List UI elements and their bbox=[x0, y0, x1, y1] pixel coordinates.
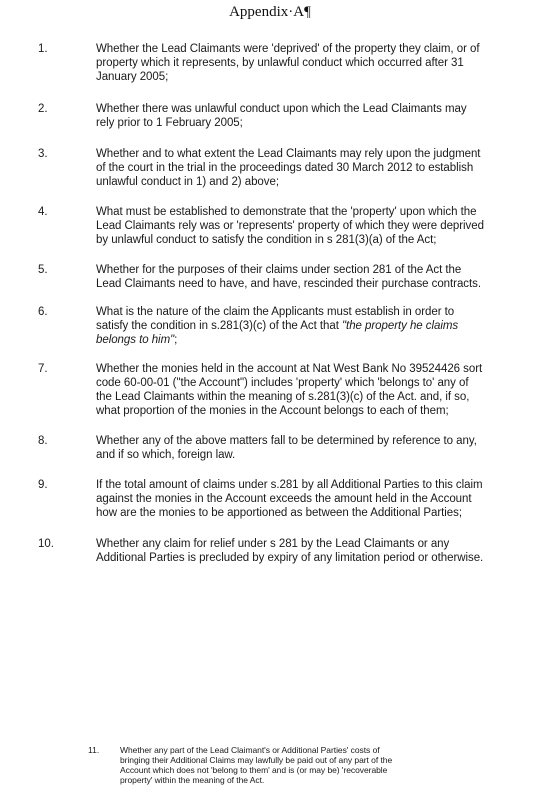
item-text: Whether there was unlawful conduct upon which the Lead Claimants may rely prior to 1 February 2005; bbox=[96, 103, 467, 129]
item-number: 8. bbox=[38, 435, 48, 447]
item-text: Whether for the purposes of their claims under section 281 of the Act the Lead Claimants need to have, and have, rescinded their purchase contracts. bbox=[96, 264, 481, 290]
item-number: 5. bbox=[38, 264, 48, 276]
item-text: Whether and to what extent the Lead Claimants may rely upon the judgment of the court in the trial in the proceedings dated 30 March 2012 to establish unlawful conduct in 1) and 2) above; bbox=[96, 148, 481, 188]
item-text: Whether any of the above matters fall to be determined by reference to any, and if so which, foreign law. bbox=[96, 435, 477, 461]
item-number: 1. bbox=[38, 43, 48, 55]
item-number: 7. bbox=[38, 363, 48, 375]
item-number: 11. bbox=[88, 745, 100, 755]
item-number: 9. bbox=[38, 479, 48, 491]
item-number: 3. bbox=[38, 148, 48, 160]
item-text: What must be established to demonstrate that the 'property' upon which the Lead Claimants rely was or 'represents' property of which they were deprived by unlawful conduct to satisfy the condition in s 281(3)(a) of the Act; bbox=[96, 206, 484, 246]
item-text: Whether any part of the Lead Claimant's or Additional Parties' costs of bringing their Additional Claims may lawfully be paid out of any part of the Account which does not 'belong to them' and is (or may be) 'recoverable property' within the meaning of the Act. bbox=[120, 745, 393, 785]
item-text: Whether any claim for relief under s 281 by the Lead Claimants or any Additional Parties is precluded by expiry of any limitation period or otherwise. bbox=[96, 538, 484, 564]
item-number: 10. bbox=[38, 538, 54, 550]
item-text: What is the nature of the claim the Applicants must establish in order to satisfy the condition in s.281(3)(c) of the Act that "the property he claims belongs to him"; bbox=[96, 306, 459, 346]
item-text: Whether the Lead Claimants were 'deprived' of the property they claim, or of property which it represents, by unlawful conduct which occurred after 31 January 2005; bbox=[96, 43, 480, 83]
item-text: Whether the monies held in the account at Nat West Bank No 39524426 sort code 60-00-01 ("the Account") includes 'property' which 'belongs to' any of the Lead Claimants within the meaning of s.281(3)(c) of the Act. and, if so, what proportion of the monies in the Account belongs to each of them; bbox=[96, 363, 483, 417]
item-text: If the total amount of claims under s.281 by all Additional Parties to this claim against the monies in the Account exceeds the amount held in the Account how are the monies to be apportioned as between the Additional Parties; bbox=[96, 479, 483, 519]
item-number: 6. bbox=[38, 306, 48, 318]
page-title: Appendix·A¶ bbox=[229, 4, 311, 20]
item-number: 2. bbox=[38, 103, 48, 115]
item-number: 4. bbox=[38, 206, 48, 218]
